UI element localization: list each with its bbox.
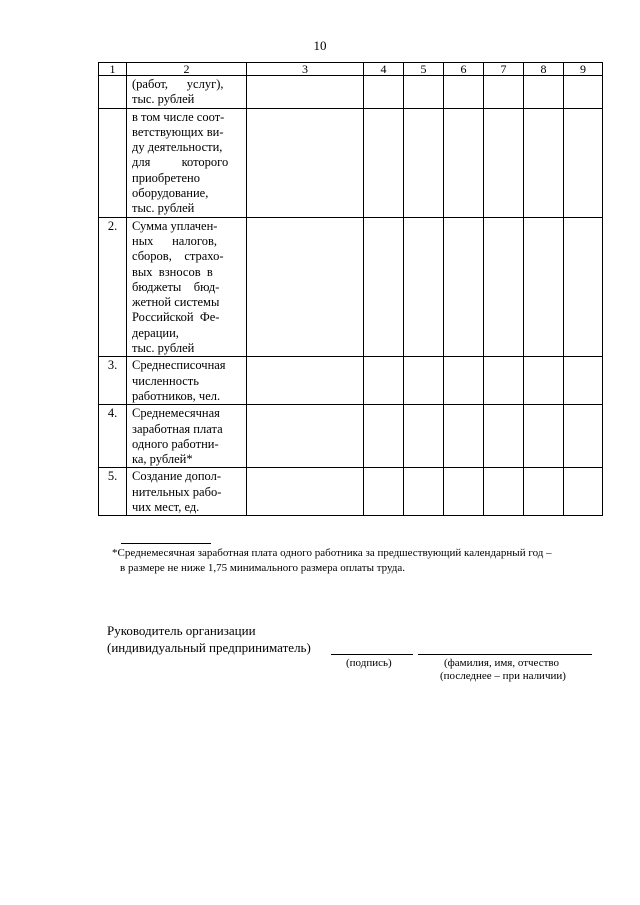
value-cell: [564, 108, 603, 217]
value-cell: [444, 405, 484, 468]
signer-title: Руководитель организации: [107, 623, 256, 638]
value-cell: [364, 76, 404, 109]
indicator-line: для которого: [132, 155, 229, 170]
column-number: 8: [524, 63, 564, 76]
indicator-cell: [127, 217, 247, 357]
indicator-line: ду деятельности,: [132, 140, 223, 155]
value-cell: [564, 357, 603, 405]
indicator-line: оборудование,: [132, 186, 209, 201]
indicator-line: тыс. рублей: [132, 201, 195, 216]
value-cell: [247, 217, 364, 357]
column-number: 6: [444, 63, 484, 76]
indicator-line: бюджеты бюд-: [132, 279, 220, 294]
column-number: 4: [364, 63, 404, 76]
value-cell: [364, 357, 404, 405]
value-cell: [364, 217, 404, 357]
indicator-line: Среднесписочная: [132, 358, 226, 373]
value-cell: [404, 108, 444, 217]
value-cell: [444, 468, 484, 516]
indicator-line: работников, чел.: [132, 388, 221, 403]
row-number: 5.: [99, 468, 127, 516]
row-number: 2.: [99, 217, 127, 357]
column-number-row: [99, 63, 603, 76]
indicator-line: Сумма уплачен-: [132, 218, 218, 233]
indicator-cell: [127, 76, 247, 109]
value-cell: [484, 357, 524, 405]
table-row: [99, 76, 603, 109]
value-cell: [524, 217, 564, 357]
footnote-separator: [121, 543, 211, 544]
indicator-line: ка, рублей*: [132, 452, 193, 467]
row-number: 3.: [99, 357, 127, 405]
value-cell: [404, 357, 444, 405]
value-cell: [247, 357, 364, 405]
indicator-line: тыс. рублей: [132, 341, 195, 356]
signature-line: [331, 654, 413, 655]
column-number: 2: [127, 63, 247, 76]
table-row: [99, 108, 603, 217]
footnote-line: *Среднемесячная заработная плата одного работника за предшествующий календарный год –: [112, 547, 552, 559]
column-number: 9: [564, 63, 603, 76]
indicator-line: чих мест, ед.: [132, 500, 200, 515]
value-cell: [444, 357, 484, 405]
indicator-line: ветствующих ви-: [132, 124, 224, 139]
value-cell: [564, 217, 603, 357]
signature-block: [107, 622, 311, 656]
indicator-line: Создание допол-: [132, 469, 222, 484]
value-cell: [404, 405, 444, 468]
value-cell: [484, 108, 524, 217]
indicator-cell: [127, 108, 247, 217]
indicator-line: одного работни-: [132, 436, 219, 451]
column-number: 1: [99, 63, 127, 76]
value-cell: [404, 217, 444, 357]
value-cell: [364, 468, 404, 516]
row-number: [99, 76, 127, 109]
footnote-line: в размере не ниже 1,75 минимального размера оплаты труда.: [120, 562, 406, 574]
indicator-cell: [127, 357, 247, 405]
footnote: [112, 546, 602, 576]
value-cell: [524, 405, 564, 468]
value-cell: [247, 76, 364, 109]
indicator-line: заработная плата: [132, 421, 223, 436]
indicator-line: Российской Фе-: [132, 310, 220, 325]
indicator-line: Среднемесячная: [132, 406, 220, 421]
column-number: 5: [404, 63, 444, 76]
value-cell: [524, 76, 564, 109]
value-cell: [247, 468, 364, 516]
value-cell: [444, 108, 484, 217]
value-cell: [247, 108, 364, 217]
full-name-line: [418, 654, 592, 655]
indicator-line: (работ, услуг),: [132, 77, 224, 91]
value-cell: [444, 217, 484, 357]
full-name-caption: (фамилия, имя, отчество: [444, 657, 560, 669]
value-cell: [484, 76, 524, 109]
value-cell: [484, 217, 524, 357]
value-cell: [404, 468, 444, 516]
indicator-line: дерации,: [132, 325, 179, 340]
row-number: [99, 108, 127, 217]
value-cell: [247, 405, 364, 468]
value-cell: [564, 76, 603, 109]
value-cell: [524, 468, 564, 516]
table-row: [99, 468, 603, 516]
table-row: [99, 405, 603, 468]
value-cell: [564, 405, 603, 468]
signature-caption: (подпись): [346, 657, 392, 669]
indicator-cell: [127, 405, 247, 468]
indicator-line: ных налогов,: [132, 233, 218, 248]
value-cell: [524, 357, 564, 405]
indicator-line: сборов, страхо-: [132, 249, 224, 264]
value-cell: [484, 468, 524, 516]
value-cell: [364, 405, 404, 468]
report-table: [98, 62, 603, 516]
value-cell: [484, 405, 524, 468]
indicator-cell: [127, 468, 247, 516]
column-number: 3: [247, 63, 364, 76]
column-number: 7: [484, 63, 524, 76]
indicator-line: приобретено: [132, 170, 200, 185]
indicator-line: в том числе соот-: [132, 109, 225, 124]
signer-title: (индивидуальный предприниматель): [107, 640, 311, 655]
indicator-line: численность: [132, 373, 199, 388]
full-name-caption: (последнее – при наличии): [440, 670, 566, 682]
indicator-line: вых взносов в: [132, 264, 213, 279]
value-cell: [444, 76, 484, 109]
indicator-line: жетной системы: [132, 295, 220, 310]
page-number: 10: [313, 38, 327, 53]
value-cell: [524, 108, 564, 217]
value-cell: [564, 468, 603, 516]
table-row: [99, 357, 603, 405]
value-cell: [404, 76, 444, 109]
value-cell: [364, 108, 404, 217]
indicator-line: тыс. рублей: [132, 92, 195, 107]
indicator-line: нительных рабо-: [132, 484, 222, 499]
table-row: [99, 217, 603, 357]
row-number: 4.: [99, 405, 127, 468]
